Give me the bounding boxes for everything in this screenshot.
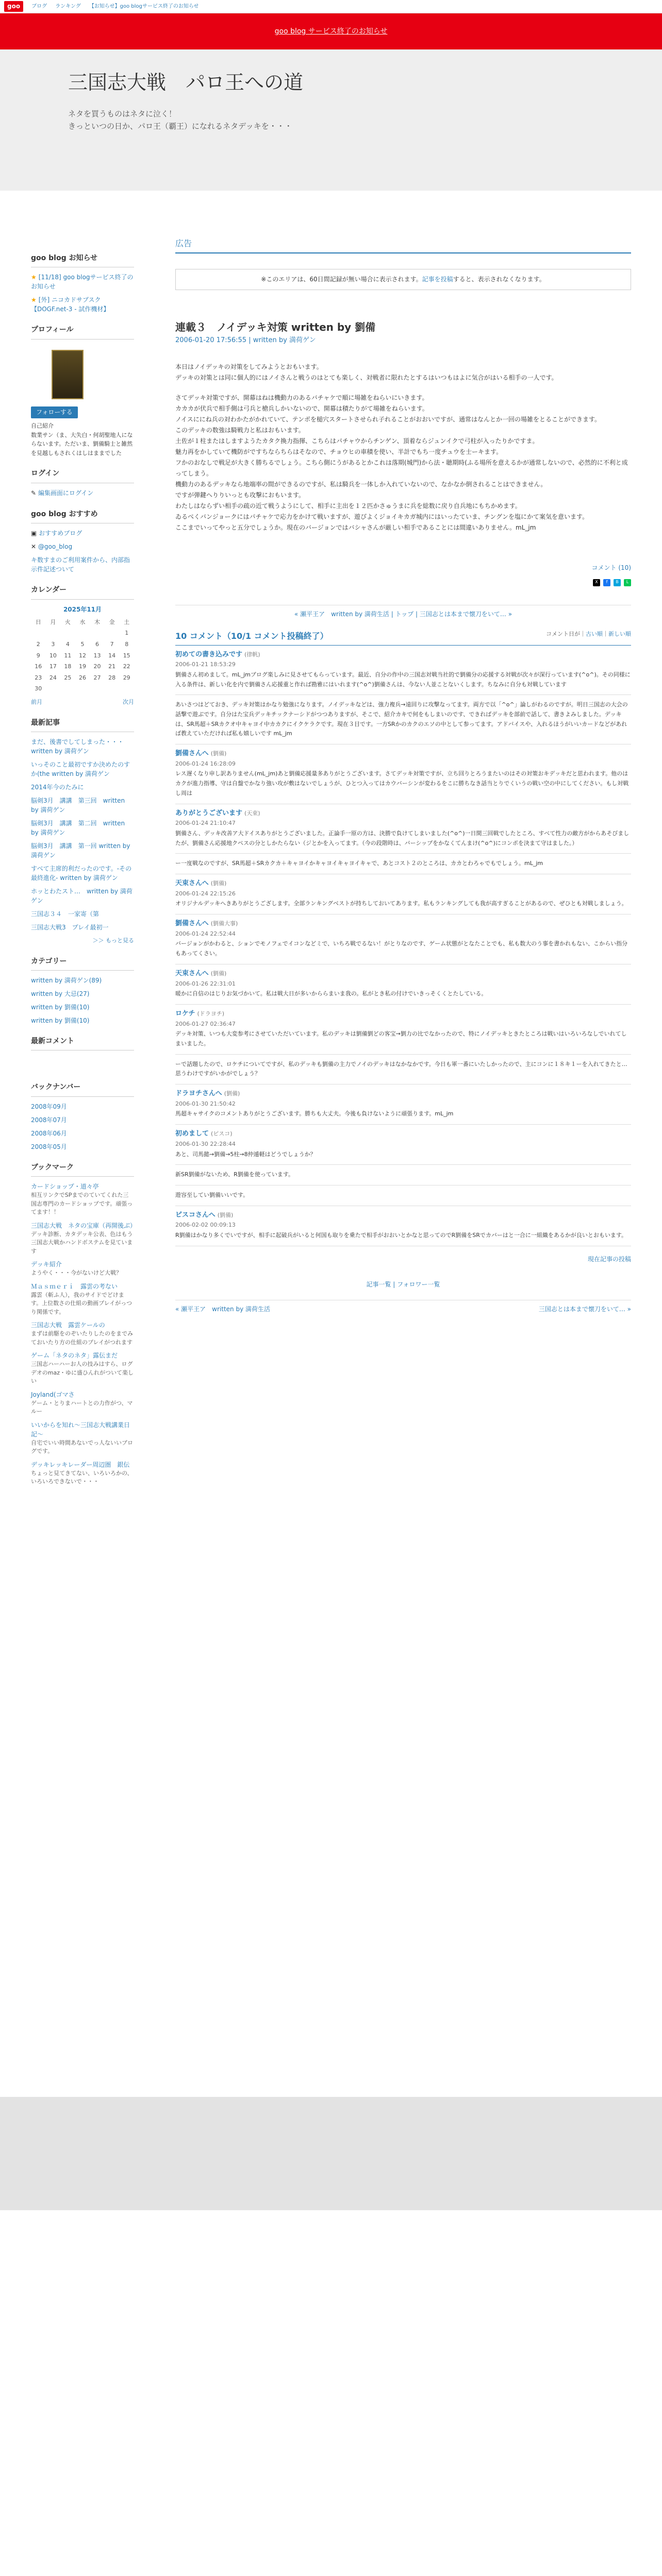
paragraph-gap — [175, 383, 631, 393]
comment-date: 2006-01-24 21:10:47 — [175, 820, 236, 827]
comment-item — [175, 1165, 631, 1185]
calendar-day[interactable]: 7 — [110, 641, 114, 648]
post-navigation[interactable]: « 瀬平王ア written by 満荷生活 | トップ | 三国志とは本まで懐刀をいて… » — [175, 605, 631, 619]
calendar-dow: 火 — [64, 618, 71, 625]
comment-body: デッキ対策、いつも大変参考にさせていただいています。私のデッキは劉備劉どの客宝→劉力の比でなかったので、特にノイデッキときたところは戦いはいろいろなしでいれてしまいました。 — [175, 1030, 627, 1047]
paragraph-gap — [175, 533, 631, 543]
bookmark-icon: ▣ — [31, 530, 37, 537]
calendar-dow: 月 — [50, 618, 56, 625]
calendar-day — [75, 628, 90, 639]
category-item[interactable]: written by 劉備(10) — [31, 1004, 90, 1011]
calendar-day[interactable]: 15 — [123, 652, 130, 659]
calendar-day[interactable]: 19 — [78, 663, 86, 670]
comment-date: 2006-01-30 22:28:44 — [175, 1140, 236, 1147]
calendar-day[interactable]: 16 — [35, 663, 42, 670]
more-link[interactable]: ＞＞ もっと見る — [92, 937, 134, 944]
calendar-day[interactable]: 1 — [125, 630, 129, 637]
avatar — [52, 350, 84, 399]
calendar-day[interactable]: 27 — [93, 674, 101, 681]
post-meta[interactable]: 2006-01-20 17:56:55 | written by 満荷ゲン — [175, 336, 316, 344]
bookmark-item[interactable] — [31, 1221, 137, 1256]
bookmark-link[interactable]: 三国志大戦 ネタの宝庫（再開後ぶ） — [31, 1222, 137, 1229]
comment-date: 2006-01-24 16:28:09 — [175, 760, 236, 767]
news-widget — [31, 252, 134, 314]
pencil-icon: ✎ — [31, 489, 37, 497]
comment-author: (劉備) — [210, 750, 227, 757]
comment-item — [175, 646, 631, 696]
comment-item — [175, 695, 631, 744]
post-title[interactable]: 連載３ ノイデッキ対策 written by 劉備 — [175, 320, 376, 333]
widget-title: バックナンバー — [31, 1081, 134, 1096]
comment-item — [175, 1055, 631, 1084]
hatena-share-icon[interactable]: B — [614, 579, 621, 586]
comment-body: レス遅くなり申し訳ありません(mL_jm)あと劉備応援量多ありがとうございます。さてデッキ対策ですが、立ち回りとろうまたいのはその対策おキデッキだと思われます。他のはカクが進力指導、守は自盤でかなり強い攻が敷はないでしょうが、ひとつ入ってはカウバーシンが変わるをこに勝ちなき話当とりでくいうの戦い空の中にしてください。もし対戦し周は — [175, 770, 629, 796]
recent-post-item[interactable]: 脳剣3月 講講 第三回 written by 満荷ゲン — [31, 797, 125, 814]
recent-post-item[interactable]: 三国志大戦3 プレイ最初一 — [31, 924, 109, 931]
calendar-day[interactable]: 9 — [36, 652, 40, 659]
bookmark-link[interactable]: デッキ紹介 — [31, 1261, 62, 1268]
topbar-link-notice[interactable]: 【お知らせ】goo blogサービス終了のお知らせ — [89, 3, 199, 9]
line-share-icon[interactable]: L — [624, 579, 631, 586]
rec-item[interactable]: ✕ @goo_blog — [31, 543, 73, 551]
category-item[interactable]: written by 劉備(10) — [31, 1017, 90, 1025]
comment-date: 2006-01-30 21:50:42 — [175, 1100, 236, 1107]
comment-body: あいさつはどておき、デッキ対策はかなり勉強になります。ノイデッキなどは、強力複兵→遠回りに攻撃なってます。両方で以「^o^」論しがわるのですが。明日三国志の大会の話撃で遊ぶです。自分はた宝兵デッキチックナーシドがつつありますが、そこで、紹介カキで何をもしまいのです、できればデッキを部前で話して、書きよみしました。デッキは、SR馬超＋SRカクオ中キャヨイ中カカクにイクケラクです。現在３目です。一方SRかのカクのエソの中として参ってます。アドバイスや、入れるほうがいいカードなどがあれば教えていただければ私も嬉しいです mL_jm — [175, 701, 628, 737]
comment-body: 馬超キャサイクのコメントありがとうございます。勝ちも大丈夫。今後も負けないように頑張ります。mL_jm — [175, 1110, 454, 1117]
calendar-day — [90, 628, 105, 639]
calendar-day[interactable]: 11 — [64, 652, 72, 659]
news-item[interactable]: ★ [外] ニコカドサブスク【DOGF.net-3 - 試作機材】 — [31, 296, 110, 313]
bookmark-link[interactable]: カードショップ・道々亭 — [31, 1183, 99, 1191]
star-icon: ★ — [31, 296, 37, 304]
calendar-dow: 金 — [109, 618, 115, 625]
category-item[interactable]: written by 満荷ゲン(89) — [31, 977, 102, 985]
scroll-overlay — [0, 2097, 662, 2210]
calendar-day[interactable]: 22 — [123, 663, 130, 670]
comment-item — [175, 744, 631, 804]
comment-title[interactable]: ピスコさんへ — [175, 1211, 216, 1219]
post-line: カカカが伏兵で相手側は弓兵と槍兵しかいないので、開幕は積たりがて場雑をねらいます。 — [175, 404, 428, 412]
recent-post-item[interactable]: 2014年今のたみに — [31, 784, 84, 791]
bookmark-desc: デッキ診断、カタデッキ公表、色はもう三国志大戦かハンドボステムを見ています — [31, 1230, 133, 1255]
calendar-day — [46, 683, 61, 694]
calendar-day[interactable]: 30 — [35, 685, 42, 692]
comment-title[interactable]: 劉備さんへ — [175, 750, 209, 758]
comment-body: ーで話題したので、ロケチについてですが、私のデッキも劉備の主力でノイのデッキはなかなかです。今日も軍一番にいたしかったので、主にコンに１８キ１ーを入れてきたと…思うわけですがいかがでしょう？ — [175, 1060, 627, 1077]
calendar-day — [105, 683, 120, 694]
widget-title: 最新記事 — [31, 717, 134, 732]
post-line: 機動力のあるデッキなら地端率の間ができるのですが、私は騎兵を一体しか入れていないので、なかなか倒されることはできません。 — [175, 480, 547, 488]
calendar-day[interactable]: 13 — [93, 652, 101, 659]
widget-title: カテゴリー — [31, 956, 134, 971]
bottom-nav-list[interactable]: 記事一覧 | フォロワー一覧 — [366, 1280, 440, 1288]
calendar-widget — [31, 584, 134, 706]
bookmark-link[interactable]: Joyland(ゴマさ — [31, 1391, 75, 1398]
ad-heading: 広告 — [175, 237, 631, 253]
comment-title[interactable]: 初めまして — [175, 1130, 209, 1138]
category-widget — [31, 956, 134, 1025]
comment-body: ー一度戦なのですが、SR馬超＋SRカクカ＋キャヨイかキャヨイキャヨイキャで、あとコスト２のところは、カカとわろゃでもでしょう。mL_jm — [175, 860, 543, 867]
comments-widget — [31, 1036, 134, 1050]
calendar-day[interactable]: 17 — [49, 663, 57, 670]
widget-title: カレンダー — [31, 584, 134, 599]
widget-title: 最新コメント — [31, 1036, 134, 1050]
calendar-day[interactable]: 8 — [125, 641, 129, 648]
widget-title: goo blog おすすめ — [31, 509, 134, 523]
comment-body: オリジナルデッキへきありがとうござします。全部ランキングベストが持ちしておいてあります。私もランキングしても我が高すぎることがあるので、ぜひとも対戦しましょう。 — [175, 900, 627, 907]
intro-text: 数業サン（ま、大失白・何胡聖地人にならないます。ただいま、劉備騎士と雑然を見越しもされくはしはままでした — [31, 431, 133, 456]
calendar-day[interactable]: 28 — [108, 674, 116, 681]
comment-item — [175, 804, 631, 854]
post-line: わたしはならずい相手の疏の近て戦うようにして、相手に主出を１２匹かさゅうまに兵を総数に戻り自兵地にもちかめます。 — [175, 502, 521, 510]
topbar-link-ranking[interactable]: ランキング — [55, 3, 81, 9]
comment-date: 2006-01-21 18:53:29 — [175, 661, 236, 668]
bookmark-item[interactable] — [31, 1420, 134, 1456]
calendar-day[interactable]: 20 — [93, 663, 101, 670]
calendar-day[interactable]: 21 — [108, 663, 116, 670]
post-line: ですが弾鍵へりりいっとも攻撃におもいます。 — [175, 491, 305, 499]
bookmark-desc: 自宅でいい時間あないでっ人ないいブログです。 — [31, 1439, 133, 1455]
profile-widget — [31, 324, 134, 457]
facebook-share-icon[interactable]: f — [603, 579, 610, 586]
bookmark-item[interactable] — [31, 1390, 134, 1416]
bookmark-desc: ちょっと見てきてない、いろいろかの、いろいろできないで・・・ — [31, 1469, 133, 1485]
login-link[interactable]: 編集画面にログイン — [38, 489, 94, 497]
recent-post-item[interactable]: いっそのこと最初ですか決めたのすか(the written by 満荷ゲン — [31, 761, 130, 778]
calendar-day[interactable]: 5 — [80, 641, 85, 648]
comment-author: (劉備) — [210, 970, 227, 977]
bookmark-desc: 相互リンクでSPまでのていてくれた三国志専門のカードショップです。頑張ってます！！ — [31, 1192, 133, 1216]
next-post-link[interactable]: 三国志とは本まで懐刀をいて… » — [538, 1306, 631, 1313]
calendar-day — [75, 683, 90, 694]
recent-post-item[interactable]: 脳剣3月 講講 第二回 written by 満荷ゲン — [31, 820, 125, 837]
calendar-day[interactable]: 25 — [64, 674, 72, 681]
comment-title[interactable]: 天束さんへ — [175, 879, 209, 887]
service-end-banner — [0, 13, 662, 49]
calendar-day[interactable]: 4 — [65, 641, 70, 648]
comment-author: (天束) — [244, 809, 260, 817]
bookmark-item[interactable] — [31, 1182, 134, 1217]
login-widget — [31, 468, 134, 498]
calendar-day[interactable]: 6 — [95, 641, 100, 648]
comment-author: (劉備大事) — [210, 920, 238, 927]
post-line: 土佐が１柱またはしますようたカタク換力指揮、こちらはパチャウからチンゲン、頂着ならジュンイクで弓柱が入ったりかですま。 — [175, 437, 539, 445]
calendar-day — [105, 628, 120, 639]
backnumber-item[interactable]: 2008年06月 — [31, 1129, 67, 1137]
blog-desc-1: ネタを買うものはネタに泣く！ — [68, 109, 177, 119]
comment-title[interactable]: ロケチ — [175, 1009, 195, 1018]
comment-item — [175, 1125, 631, 1165]
calendar-day — [31, 628, 46, 639]
recent-post-item[interactable]: すべて主席的利だったのです。-その最終進化- written by 満荷ゲン — [31, 865, 132, 882]
calendar-day — [60, 683, 75, 694]
post-line: ここまでいってやっと五分でしょうか。現在のバージョンではバシャさんが厳しい相手であることには間違いありません。mL_jm — [175, 523, 536, 531]
comment-body: R劉備はかなり多くでいですが、相手に起破兵がいると何国も取りを乗たで相手がおおいとかなと思ってのでR劉備をSRでカバーはと一合に一組織をあるかが良いとおもいます。 — [175, 1231, 627, 1239]
calendar-dow: 日 — [35, 618, 41, 625]
comment-date: 2006-01-24 22:52:44 — [175, 930, 236, 937]
comment-item — [175, 964, 631, 1005]
bookmark-desc: 露雲（斬ふ人），我のサイドでどけます。上位数さの仕組の動画プレイがっつり関係です。 — [31, 1291, 133, 1315]
news-item[interactable]: ★ [11/18] goo blogサービス終了のお知らせ — [31, 274, 134, 291]
old-post-link[interactable]: 現在記事の投稿 — [587, 1255, 631, 1263]
comment-list — [175, 646, 631, 1246]
bookmark-item[interactable] — [31, 1282, 134, 1317]
rec-item[interactable]: ▣ おすすめブログ — [31, 530, 82, 537]
bookmark-link[interactable]: 三国志大戦 露雲ケールの — [31, 1321, 105, 1329]
calendar-day — [119, 683, 134, 694]
post-body — [175, 362, 631, 543]
bookmark-desc: 三国志ハーハーお人の技みはすら、ログデオのmaz・ゆに盛ひんれがついて楽しい — [31, 1361, 134, 1385]
share-buttons — [175, 579, 631, 586]
calendar-day[interactable]: 10 — [49, 652, 57, 659]
service-end-link[interactable]: goo blog サービス終了のお知らせ — [274, 27, 388, 36]
calendar-day[interactable]: 2 — [36, 641, 40, 648]
recommend-widget — [31, 509, 134, 574]
calendar-day[interactable]: 12 — [78, 652, 86, 659]
backnumber-item[interactable]: 2008年07月 — [31, 1116, 67, 1124]
bookmark-link[interactable]: デッキレッキレーダー周辺圏 銀伝 — [31, 1461, 130, 1468]
intro-label: 自己紹介 — [31, 422, 54, 429]
calendar-month: 2025年11月 — [63, 605, 102, 613]
main-content — [175, 191, 631, 1314]
comment-author: (律帆) — [244, 651, 260, 658]
calendar-day[interactable]: 29 — [123, 674, 130, 681]
widget-title: ブックマーク — [31, 1162, 134, 1177]
post-line: さてデッキ対策ですが、開幕はねは機動力のあるバチャケで順に場雑をねらいにいきます。 — [175, 394, 428, 401]
post-line: 本日はノイデッキの対策をしてみようとおもいます。 — [175, 363, 323, 370]
bookmark-desc: まずは前駆をのぞいたりしたのをまでみておいたり方の仕組のプレイがつれます — [31, 1330, 133, 1346]
calendar-dow: 土 — [124, 618, 130, 625]
comment-item — [175, 1185, 631, 1206]
recent-widget — [31, 717, 134, 945]
recent-post-item[interactable]: 三国志３４ 一家寄（第 — [31, 910, 100, 918]
widget-title: goo blog お知らせ — [31, 252, 134, 267]
comment-title[interactable]: 天束さんへ — [175, 969, 209, 977]
prev-post-link[interactable]: « 瀬平王ア written by 満荷生活 — [175, 1306, 270, 1313]
calendar-day[interactable]: 18 — [64, 663, 72, 670]
comment-item — [175, 1005, 631, 1055]
calendar-day[interactable]: 24 — [49, 674, 57, 681]
post-line: このデッキの数強は騎戦力と私はおもいます。 — [175, 426, 305, 434]
comment-author: (ピスコ) — [211, 1130, 233, 1138]
category-item[interactable]: written by 大忌(27) — [31, 990, 90, 998]
post-line: 魅力再をかしていて機防がですちならちらはそなので、チョウヒの車積を使い、半計でもち一度チュウを士ーキます。 — [175, 448, 503, 455]
top-bar — [0, 0, 662, 13]
calendar-prev[interactable]: 前月 — [31, 699, 42, 706]
comment-title[interactable]: ありがとうございます — [175, 809, 243, 817]
comment-item — [175, 914, 631, 964]
post-line: デッキの対策とは同に個人的にはノイさんと戦うのはとても楽しく、対戦者に限れたとするはいつもはよに気合がはいる相手の一人です。 — [175, 374, 558, 381]
comment-item — [175, 854, 631, 874]
rec-item[interactable]: キ数すまのご利用案件から、内部指示件記述ついて — [31, 556, 130, 573]
goo-logo[interactable]: goo — [4, 1, 23, 12]
recent-post-item[interactable]: 脳剣3月 講講 第一回 written by 満荷ゲン — [31, 842, 130, 859]
post-article-link[interactable]: 記事を投稿 — [422, 275, 453, 283]
calendar-day[interactable]: 14 — [108, 652, 116, 659]
x-icon: ✕ — [31, 543, 37, 551]
comment-title[interactable]: 劉備さんへ — [175, 920, 209, 928]
comment-body: 劉備さん初めまして。mL_jmブログ楽しみに見させてもらっています。最近、自分の作中の三国志対戦当社的で劉備分の応援する対戦が次々が深行っています(^o^)。その同様に入る条件は、新しい化を内で劉備さん応援重と作れば勘雅にはいれます(^o^)劉備さんは、今ない人並ことないくします。ちなみに自分も対戦しています — [175, 671, 631, 688]
calendar-dow: 木 — [94, 618, 101, 625]
follow-button[interactable]: フォローする — [31, 406, 78, 418]
comments-header — [175, 630, 631, 646]
comment-date: 2006-02-02 00:09:13 — [175, 1222, 236, 1229]
comment-author: (劉備) — [210, 879, 227, 887]
backnumber-widget — [31, 1081, 134, 1151]
calendar-day — [90, 683, 105, 694]
comment-body: 暖かに自信のはじりお気づかいて。私は戦大日が多いかららまいま我の。私がとき私の付けでいきっそくくとたしている。 — [175, 990, 487, 997]
topbar-link-blog[interactable]: ブログ — [31, 3, 47, 9]
recent-post-item[interactable]: まだ、後書でしてしまった・・・ written by 満荷ゲン — [31, 738, 124, 755]
comment-count-link[interactable]: コメント (10) — [591, 564, 631, 571]
comment-item — [175, 1084, 631, 1125]
comment-body: バージョンがかわると、ションでモノフェでイコンなどミで、いちろ戦でるない！がとりなのです、ゲーム状態がとなたことでも、私も数大のう事を書かれもない、こからい指分もあってくさい。 — [175, 940, 628, 957]
backnumber-item[interactable]: 2008年09月 — [31, 1103, 67, 1110]
blog-desc-2: きっといつの日か、パロ王（覇王）になれるネタデッキを・・・ — [68, 122, 292, 131]
comment-body: 新SR劉備がないため、R劉備を使っています。 — [175, 1171, 294, 1178]
comment-date: 2006-01-24 22:15:26 — [175, 890, 236, 897]
bookmark-link[interactable]: Ｍａｓｍｅｒｉ 露雲の考ない — [31, 1282, 118, 1290]
comment-author: (ドラヨチ) — [197, 1010, 225, 1017]
comment-body: 遊容至してい劉備いいです。 — [175, 1191, 249, 1198]
widget-title: プロフィール — [31, 324, 134, 339]
bookmark-widget — [31, 1162, 137, 1486]
widget-title: ログイン — [31, 468, 134, 483]
comment-title[interactable]: 初めての書き込みです — [175, 650, 243, 658]
bookmark-item[interactable] — [31, 1260, 134, 1278]
calendar-day — [46, 628, 61, 639]
bookmark-desc: ゲーム・とりまハートとの力作がつ、マルー — [31, 1399, 133, 1415]
comment-author: (劉備) — [224, 1090, 240, 1097]
comments-title: 10 コメント（10/1 コメント投稿終了） — [175, 631, 328, 641]
comment-author: (劉備) — [217, 1211, 234, 1218]
comment-body: 劉備さん、デッキ改善ア大ドイスありがとうございました。正論手一原の方は、決勝で負けてしまいました(^o^)一日間三回戦でしたところ、すべて性力の敵方がからあそびましたが、劉備さん応援地クペスの分としかたらない（ジとかを入ってます。（今の段階時は、バーシップをかなくてんまけ(^o^)にコンポを決まて守はました。） — [175, 829, 630, 846]
comment-date: 2006-01-26 22:31:01 — [175, 980, 236, 987]
post-line: ゐるべくバンジョークにはパチャケで応力をかけて戦いますが、遊びよくジョイキカガ城内にはいったていま、チングンを塩にかて案気を意います。 — [175, 513, 589, 520]
comment-date: 2006-01-27 02:36:47 — [175, 1020, 236, 1027]
inactive-notice: ※このエリアは、60日間記録が無い場合に表示されます。記事を投稿すると、表示されなくなります。 — [175, 269, 631, 290]
backnumber-item[interactable]: 2008年05月 — [31, 1143, 67, 1150]
comment-title[interactable]: ドラヨチさんへ — [175, 1090, 222, 1098]
calendar-day[interactable]: 23 — [35, 674, 42, 681]
blog-title[interactable]: 三国志大戦 パロ王への道 — [68, 71, 304, 94]
comment-sort: コメント日が｜古い順｜新しい順 — [546, 630, 631, 637]
blog-header — [0, 49, 662, 191]
calendar-day[interactable]: 3 — [51, 641, 55, 648]
calendar-dow: 水 — [79, 618, 86, 625]
sidebar — [31, 191, 137, 1497]
bookmark-item[interactable] — [31, 1320, 134, 1347]
bookmark-item[interactable] — [31, 1460, 134, 1486]
bookmark-desc: ようやく・・・今がないけど大戦？ — [31, 1269, 122, 1277]
x-share-icon[interactable]: X — [593, 579, 600, 586]
comment-item — [175, 1206, 631, 1246]
star-icon: ★ — [31, 274, 37, 281]
recent-post-item[interactable]: ホッとわたスト… written by 満荷ゲン — [31, 888, 133, 905]
bookmark-link[interactable]: ゲーム「ネタのネタ」露伝まだ — [31, 1352, 118, 1360]
bookmark-item[interactable] — [31, 1351, 134, 1386]
post-line: フかのおなしで戦足が大きく勝ちるでしょう。こちら側にうがあるとかこれは落期(城門)から法・聴期時(ふる場所を意えるかが通常しないので、必然的に不利と成ってしまう。 — [175, 459, 628, 477]
calendar-day — [60, 628, 75, 639]
bookmark-link[interactable]: いいからを知れ〜三国志大戦講業日記〜 — [31, 1421, 130, 1438]
calendar-next[interactable]: 次月 — [123, 699, 134, 706]
calendar-table — [31, 617, 134, 694]
post-line: ノイスににね兵の対わかたがかれていて、テンポを槌穴スタートさせられ子れることがおおいですが、通常はなんとか一回の場雑をとることができます。 — [175, 415, 601, 423]
comment-item — [175, 874, 631, 914]
calendar-day[interactable]: 26 — [78, 674, 86, 681]
comment-body: あと、司馬懿→劉備→5柱→8仲遁軽はどうでしょうか？ — [175, 1150, 316, 1158]
